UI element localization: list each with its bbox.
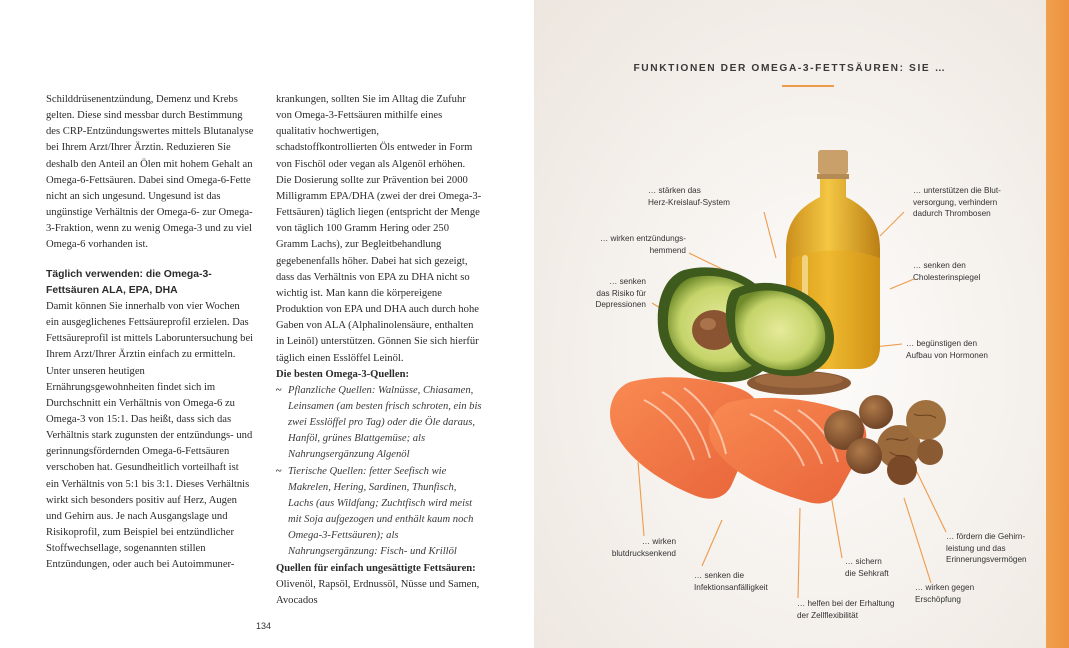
leader-line — [890, 279, 914, 289]
label-cells — [797, 598, 894, 621]
tilde-bullet: ~ — [276, 465, 282, 477]
leader-line — [916, 470, 946, 532]
paragraph: Schilddrüsenentzündung, Demenz und Krebs gelten. Diese sind messbar durch Bestimmung des CRP-Entzündungswertes mittels Blutanalyse bei Ihrem Arzt/Ihrer Ärztin. Reduzieren Sie deshalb den Anteil an Ölen mit hohem Gehalt an Omega-6-Fettsäuren. Dabei sind Omega-6-Fette nicht an sich ungesund. Ungesund ist das ungünstige Verhältnis der Omega-6- zur Omega-3-Fraktion, wenn zu wenig Omega-3 und zu viel Omega-6 vorhanden ist. — [46, 94, 254, 251]
label-line: … unterstützen die Blut- — [913, 186, 1001, 195]
list-item-text: Tierische Quellen: fetter Seefisch wie Makrelen, Hering, Sardinen, Thunfisch, Lachs (aus Wildfang; Zuchtfisch wird meist mit Soja aufgezogen und enthält kaum noch Omega-3-Fettsäuren); als Nahrungsergänzung: Fisch- und Krillöl — [288, 465, 474, 558]
label-line: … senken — [609, 277, 646, 286]
list-item — [276, 383, 482, 464]
leader-line — [798, 508, 800, 598]
label-infection — [694, 570, 768, 593]
label-line: das Risiko für — [596, 288, 646, 298]
label-hormones — [906, 338, 988, 361]
left-page — [0, 0, 534, 648]
label-line: Depressionen — [595, 300, 646, 310]
label-line: Erschöpfung — [915, 594, 961, 604]
label-depression — [566, 276, 646, 311]
label-line: … wirken — [641, 537, 676, 546]
label-line: versorgung, verhindern — [913, 197, 998, 207]
label-line: Erinnerungsvermögen — [946, 555, 1027, 565]
page-number: 134 — [256, 621, 272, 631]
list-item — [276, 464, 482, 561]
label-line: … wirken gegen — [915, 583, 975, 592]
sources-heading: Die besten Omega-3-Quellen: — [276, 368, 409, 380]
label-line: … stärken das — [648, 186, 701, 195]
label-line: Aufbau von Hormonen — [906, 350, 988, 360]
mono-text: Olivenöl, Rapsöl, Erdnussöl, Nüsse und Samen, Avocados — [276, 578, 480, 606]
text-column-left — [46, 92, 254, 574]
label-pressure — [560, 536, 676, 559]
title-underline — [782, 85, 834, 87]
label-line: dadurch Thrombosen — [913, 209, 991, 219]
label-line: … senken die — [694, 571, 745, 580]
label-line: … senken den — [913, 261, 966, 270]
label-line: der Zellflexibilität — [797, 610, 858, 620]
subheading: Täglich verwenden: die Omega-3-Fettsäuren ALA, EPA, DHA — [46, 268, 212, 296]
label-brain — [946, 531, 1027, 566]
leader-line — [904, 498, 931, 583]
list-item-text: Pflanzliche Quellen: Walnüsse, Chiasamen, Leinsamen (am besten frisch schroten, ein bis zwei Esslöffel pro Tag) oder die Öle daraus, Hanföl, grünes Blattgemüse; als Nahrungsergänzung Algenöl — [288, 384, 482, 461]
text-column-right — [276, 92, 482, 609]
leader-line — [702, 520, 722, 566]
label-line: Cholesterinspiegel — [913, 272, 981, 282]
label-blood — [913, 185, 1001, 220]
paragraph: krankungen, sollten Sie im Alltag die Zufuhr von Omega-3-Fettsäuren mithilfe eines qualitativ hochwertigen, schadstoffkontrollierten Öls entweder in Form von Fischöl oder vegan als Algenöl erhöhen. Die Dosierung sollte zur Prävention bei 2000 Milligramm EPA/DHA (zwei der drei Omega-3-Fettsäuren) täglich liegen (entspricht der Menge von täglich 100 Gramm Hering oder 250 Gramm Lachs), zur Begleitbehandlung gegebenenfalls höher. Dabei hat sich gezeigt, dass das Verhältnis von EPA zu DHA nicht so wichtig ist. Man kann die körpereigene Produktion von EPA und DHA auch durch hohe Gaben von ALA (Alphalinolensäure, enthalten in Leinöl) unterstützen. Gönnen Sie sich hierfür täglich einen Esslöffel Leinöl. — [276, 94, 482, 364]
label-line: … helfen bei der Erhaltung — [797, 599, 895, 608]
page-edge-accent — [1046, 0, 1069, 648]
leader-line — [638, 462, 644, 536]
label-vision — [845, 556, 889, 579]
label-line: … begünstigen den — [906, 339, 978, 348]
paragraph: Damit können Sie innerhalb von vier Wochen ein ausgeglichenes Fettsäureprofil erzielen. Das Fettsäureprofil ist mittels Laboruntersuchung bei Ihrem Arzt/Ihrer Ärztin einfach zu ermitteln. — [46, 300, 254, 361]
label-line: … fördern die Gehirn- — [946, 532, 1026, 541]
label-line: … sichern — [845, 557, 882, 566]
label-line: Infektionsanfälligkeit — [694, 582, 768, 592]
tilde-bullet: ~ — [276, 384, 282, 396]
label-cholesterol — [913, 260, 980, 283]
label-line: blutdrucksenkend — [611, 548, 676, 558]
label-line: hemmend — [649, 245, 686, 255]
figure-title: FUNKTIONEN DER OMEGA-3-FETTSÄUREN: SIE … — [633, 63, 947, 74]
mono-heading: Quellen für einfach ungesättigte Fettsäuren: — [276, 562, 476, 574]
label-heart — [648, 185, 730, 208]
label-exhaustion — [915, 582, 974, 605]
label-line: … wirken entzündungs- — [599, 234, 686, 243]
leader-line — [880, 212, 904, 236]
label-inflammation — [586, 233, 686, 256]
paragraph: Unter unseren heutigen Ernährungsgewohnheiten findet sich im Durchschnitt ein Verhältnis von Omega-6 zu Omega-3 von 15:1. Das heißt, dass sich das Verhältnis stark zugunsten der entzündungs- und gerinnungsfördernden Omega-6-Fettsäuren verschoben hat. Gesundheitlich vorteilhaft ist ein Verhältnis von 5:1 bis 3:1. Dieses Verhältnis wirkt sich besonders positiv auf Herz, Augen und Gehirn aus. Je nach Ausgangslage und Risikoprofil, zum Beispiel bei entzündlicher Stoffwechsellage, sogenannten stillen Entzündungen, oder auch bei Autoimmuner- — [46, 365, 253, 571]
leader-line — [764, 212, 776, 258]
mono-paragraph — [276, 561, 482, 609]
label-line: Herz-Kreislauf-System — [648, 197, 730, 207]
label-line: leistung und das — [946, 543, 1006, 553]
label-line: die Sehkraft — [845, 568, 889, 578]
